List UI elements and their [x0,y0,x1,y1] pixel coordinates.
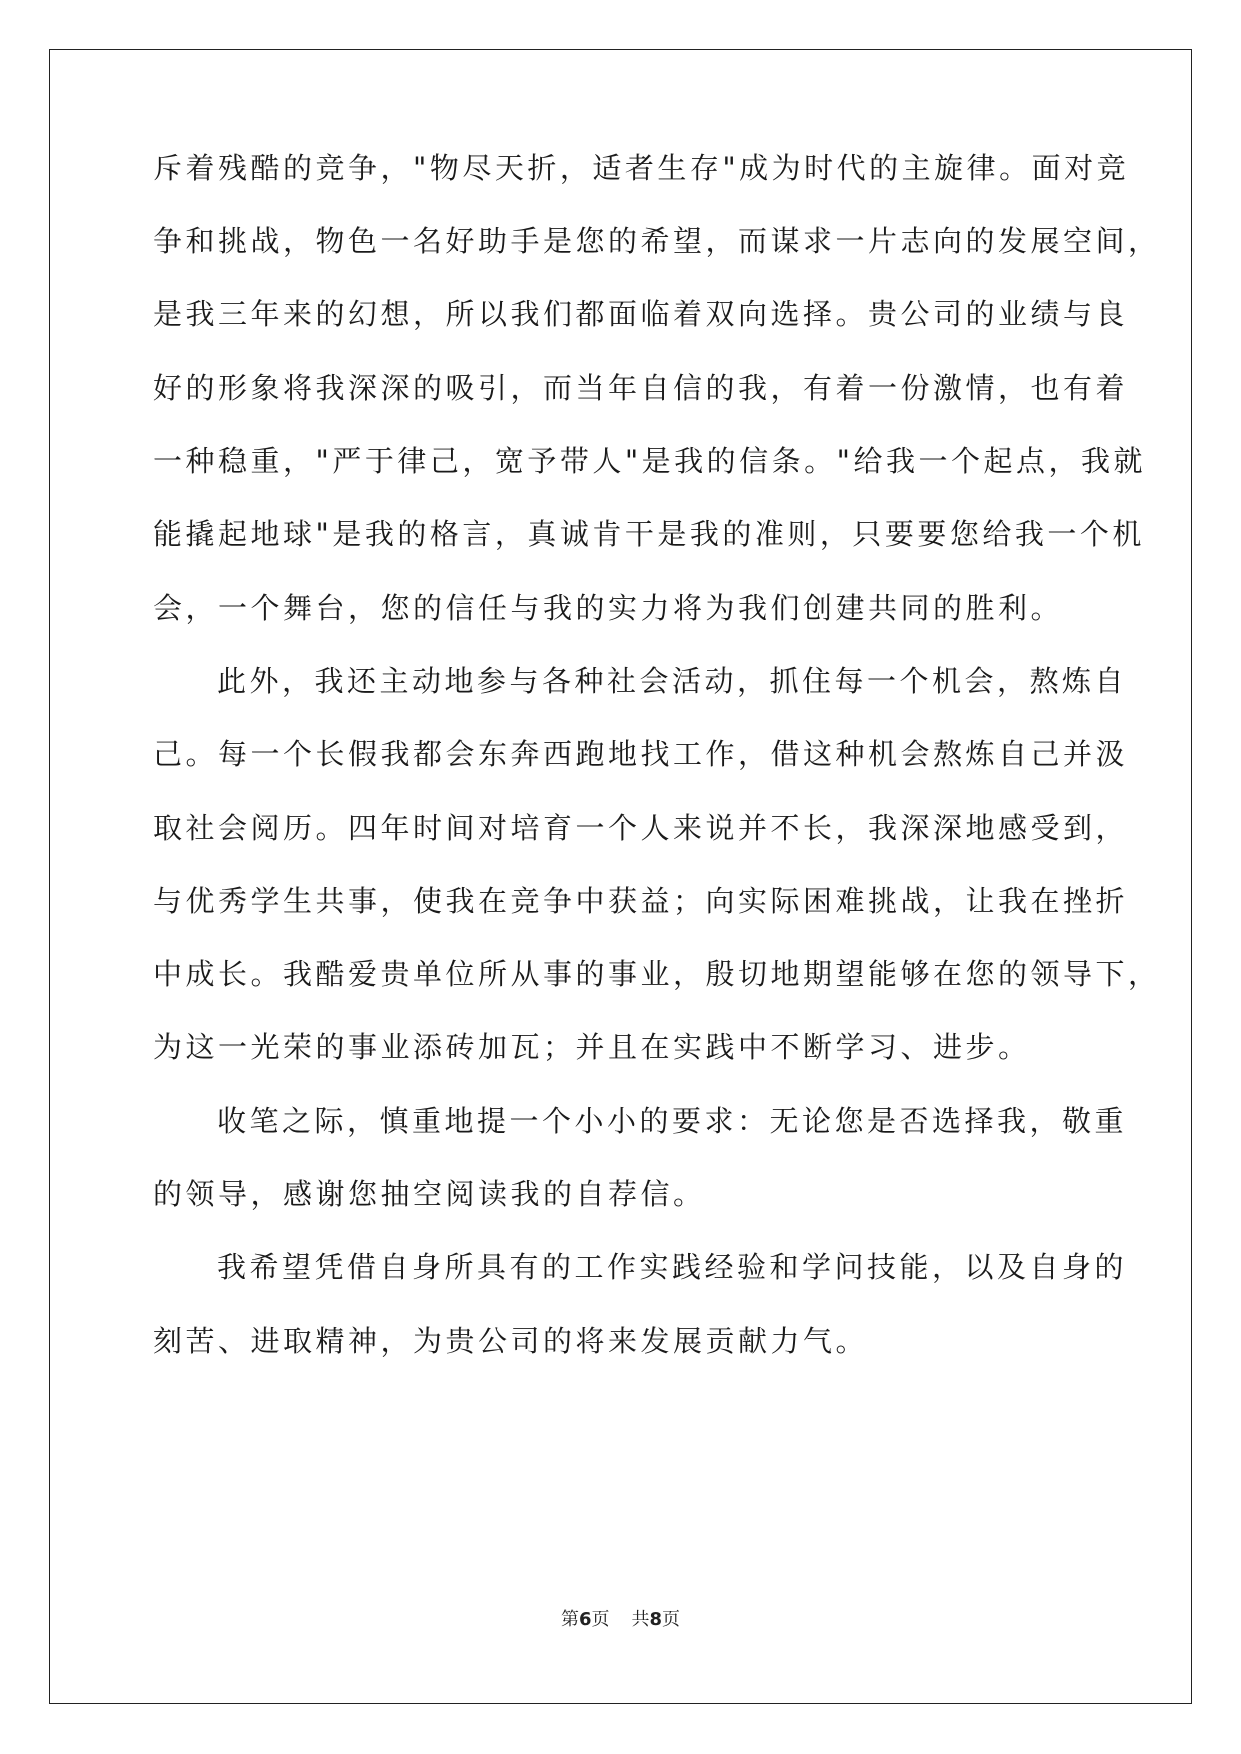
text-line: 好的形象将我深深的吸引，而当年自信的我，有着一份激情，也有着 [153,371,1129,405]
paragraph-first-line: 收笔之际，慎重地提一个小小的要求：无论您是否选择我，敬重 [217,1104,1128,1138]
text-line: 中成长。我酷爱贵单位所从事的事业，殷切地期望能够在您的领导下， [153,957,1161,991]
paragraph-first-line: 此外，我还主动地参与各种社会活动，抓住每一个机会，熬炼自 [217,664,1128,698]
text-line: 一种稳重，"严于律己，宽予带人"是我的信条。"给我一个起点，我就 [153,444,1147,478]
text-line: 的领导，感谢您抽空阅读我的自荐信。 [153,1177,706,1211]
page-suffix: 页 [591,1609,610,1630]
text-line: 己。每一个长假我都会东奔西跑地找工作，借这种机会熬炼自己并汲 [153,737,1129,771]
total-prefix: 共 [631,1609,650,1630]
text-line: 会，一个舞台，您的信任与我的实力将为我们创建共同的胜利。 [153,591,1064,625]
text-line: 为这一光荣的事业添砖加瓦；并且在实践中不断学习、进步。 [153,1030,1031,1064]
total-pages: 8 [649,1609,663,1630]
text-line: 争和挑战，物色一名好助手是您的希望，而谋求一片志向的发展空间， [153,224,1161,258]
page-number: 6 [578,1609,592,1630]
text-line: 能撬起地球"是我的格言，真诚肯干是我的准则，只要要您给我一个机 [153,517,1145,551]
page-footer [0,1605,1241,1631]
text-line: 斥着残酷的竞争，"物尽天折，适者生存"成为时代的主旋律。面对竞 [153,151,1130,185]
text-line: 是我三年来的幻想，所以我们都面临着双向选择。贵公司的业绩与良 [153,297,1129,331]
text-line: 与优秀学生共事，使我在竞争中获益；向实际困难挑战，让我在挫折 [153,884,1129,918]
text-line: 取社会阅历。四年时间对培育一个人来说并不长，我深深地感受到， [153,811,1129,845]
page-prefix: 第 [560,1609,579,1630]
total-suffix: 页 [662,1609,681,1630]
text-line: 刻苦、进取精神，为贵公司的将来发展贡献力气。 [153,1324,869,1358]
paragraph-first-line: 我希望凭借自身所具有的工作实践经验和学问技能，以及自身的 [217,1250,1128,1284]
